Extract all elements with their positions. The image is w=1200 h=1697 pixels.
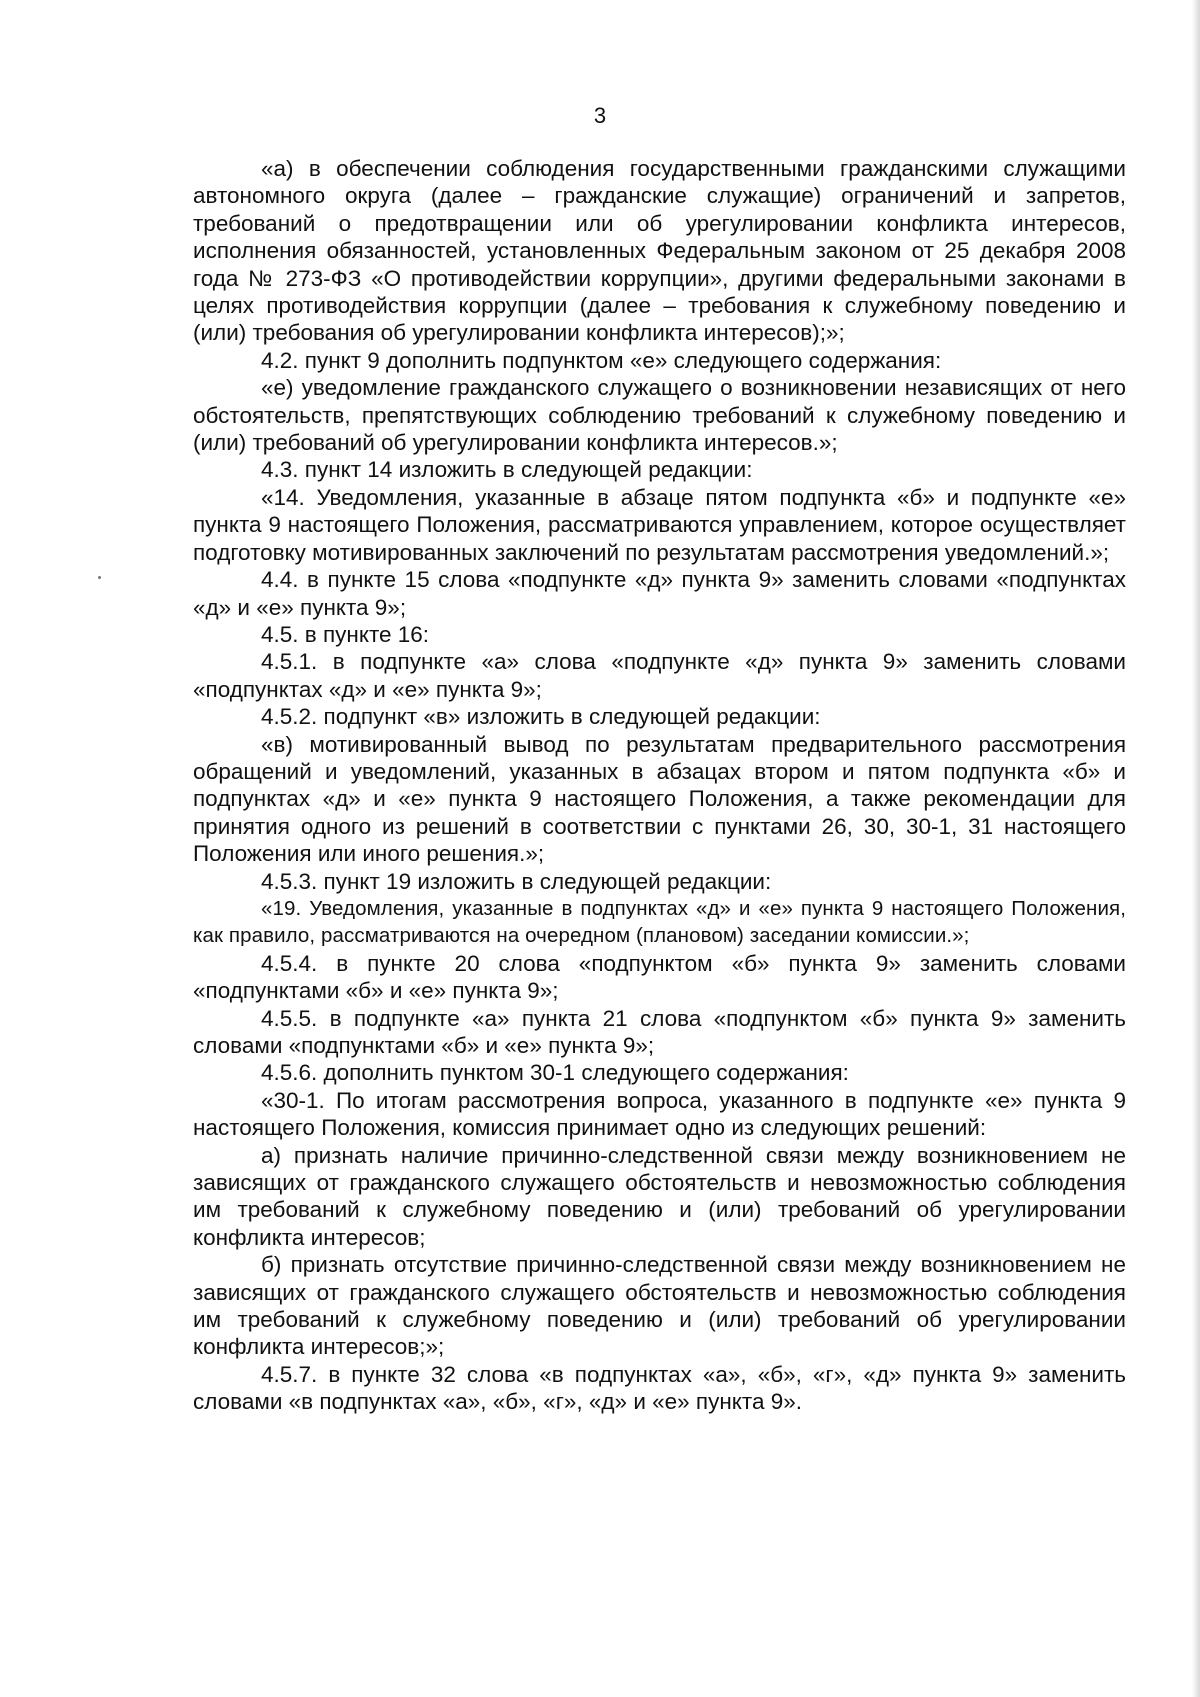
page-number: 3 [593,103,607,128]
paragraph-point-14: «14. Уведомления, указанные в абзаце пятом подпункта «б» и подпункте «е» пункта 9 настоящего Положения, рассматриваются управлением, которое осуществляет подготовку мотивированных заключений по результатам рассмотрения уведомлений.»; [193,484,1126,565]
paragraph-decision-b: б) признать отсутствие причинно-следственной связи между возникновением не зависящих от гражданского служащего обстоятельств и невозможностью соблюдения им требований к служебному поведению и (или) требований об урегулировании конфликта интересов;»; [193,1252,1126,1360]
paragraph-point-30-1: «30-1. По итогам рассмотрения вопроса, указанного в подпункте «е» пункта 9 настоящего Положения, комиссия принимает одно из следующих решений: [193,1087,1126,1141]
document-body [193,155,1126,1416]
paragraph-4-5-1: 4.5.1. в подпункте «а» слова «подпункте «д» пункта 9» заменить словами «подпунктах «д» и «е» пункта 9»; [193,649,1126,702]
paragraph-4-5-3: 4.5.3. пункт 19 изложить в следующей редакции: [261,868,772,894]
paragraph-4-3: 4.3. пункт 14 изложить в следующей редакции: [261,457,753,483]
paragraph-4-5: 4.5. в пункте 16: [261,621,430,647]
paragraph-4-5-7: 4.5.7. в пункте 32 слова «в подпунктах «а», «б», «г», «д» пункта 9» заменить словами «в подпунктах «а», «б», «г», «д» и «е» пункта 9». [193,1361,1126,1415]
paragraph-4-2: 4.2. пункт 9 дополнить подпунктом «е» следующего содержания: [261,347,942,373]
paragraph-point-19: «19. Уведомления, указанные в подпунктах «д» и «е» пункта 9 настоящего Положения, как правило, рассматриваются на очередном (плановом) заседании комиссии.»; [193,896,1126,948]
paragraph-4-5-6: 4.5.6. дополнить пунктом 30-1 следующего содержания: [261,1060,849,1086]
paragraph-subpoint-v: «в) мотивированный вывод по результатам предварительного рассмотрения обращений и уведомлений, указанных в абзацах втором и пятом подпункта «б» и подпунктах «д» и «е» пункта 9 настоящего Положения, а также рекомендации для принятия одного из решений в соответствии с пунктами 26, 30, 30-1, 31 настоящего Положения или иного решения.»; [193,731,1126,867]
paragraph-decision-a: а) признать наличие причинно-следственной связи между возникновением не зависящих от гражданского служащего обстоятельств и невозможностью соблюдения им требований к служебному поведению и (или) требований об урегулировании конфликта интересов; [193,1142,1126,1250]
paragraph-4-5-5: 4.5.5. в подпункте «а» пункта 21 слова «подпунктом «б» пункта 9» заменить словами «подпунктами «б» и «е» пункта 9»; [193,1005,1126,1058]
scan-speck [98,576,101,579]
paragraph-4-5-4: 4.5.4. в пункте 20 слова «подпунктом «б» пункта 9» заменить словами «подпунктами «б» и «е» пункта 9»; [193,950,1126,1004]
paragraph-subpoint-a: «а) в обеспечении соблюдения государственными гражданскими служащими автономного округа (далее – гражданские служащие) ограничений и запретов, требований о предотвращении или об урегулировании конфликта интересов, исполнения обязанностей, установленных Федеральным законом от 25 декабря 2008 года № 273-ФЗ «О противодействии коррупции», другими федеральными законами в целях противодействия коррупции (далее – требования к служебному поведению и (или) требования об урегулировании конфликта интересов);»; [193,156,1126,346]
paragraph-subpoint-e: «е) уведомление гражданского служащего о возникновении независящих от него обстоятельств, препятствующих соблюдению требований к служебному поведению и (или) требований об урегулировании конфликта интересов.»; [193,375,1126,456]
paragraph-4-5-2: 4.5.2. подпункт «в» изложить в следующей редакции: [261,704,821,730]
paragraph-4-4: 4.4. в пункте 15 слова «подпункте «д» пункта 9» заменить словами «подпунктах «д» и «е» пункта 9»; [193,567,1126,620]
page-edge-shadow [1192,0,1200,1697]
